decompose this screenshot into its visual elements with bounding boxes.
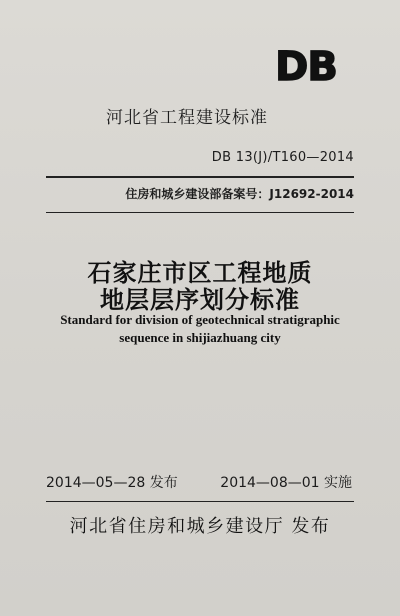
implement-date: 2014—08—01 实施	[220, 475, 352, 491]
standard-code: DB 13(J)/T160—2014	[211, 150, 354, 165]
divider-bottom	[46, 501, 354, 502]
divider-top	[46, 176, 354, 178]
title-cn-line2: 地层层序划分标准	[100, 285, 300, 314]
publisher: 河北省住房和城乡建设厅 发布	[69, 516, 331, 537]
filing-number: 住房和城乡建设部备案号：J12692-2014	[125, 187, 354, 201]
db-logo	[262, 46, 350, 86]
title-en-line2: sequence in shijiazhuang city	[119, 330, 281, 345]
issue-date: 2014—05—28 发布	[46, 475, 178, 491]
title-en-line1: Standard for division of geotechnical stratigraphic	[60, 312, 340, 327]
issuer-heading: 河北省工程建设标准	[106, 108, 268, 128]
db-logo-text: DB	[275, 46, 337, 86]
title-cn-line1: 石家庄市区工程地质	[87, 258, 313, 287]
divider-filing	[46, 212, 354, 213]
